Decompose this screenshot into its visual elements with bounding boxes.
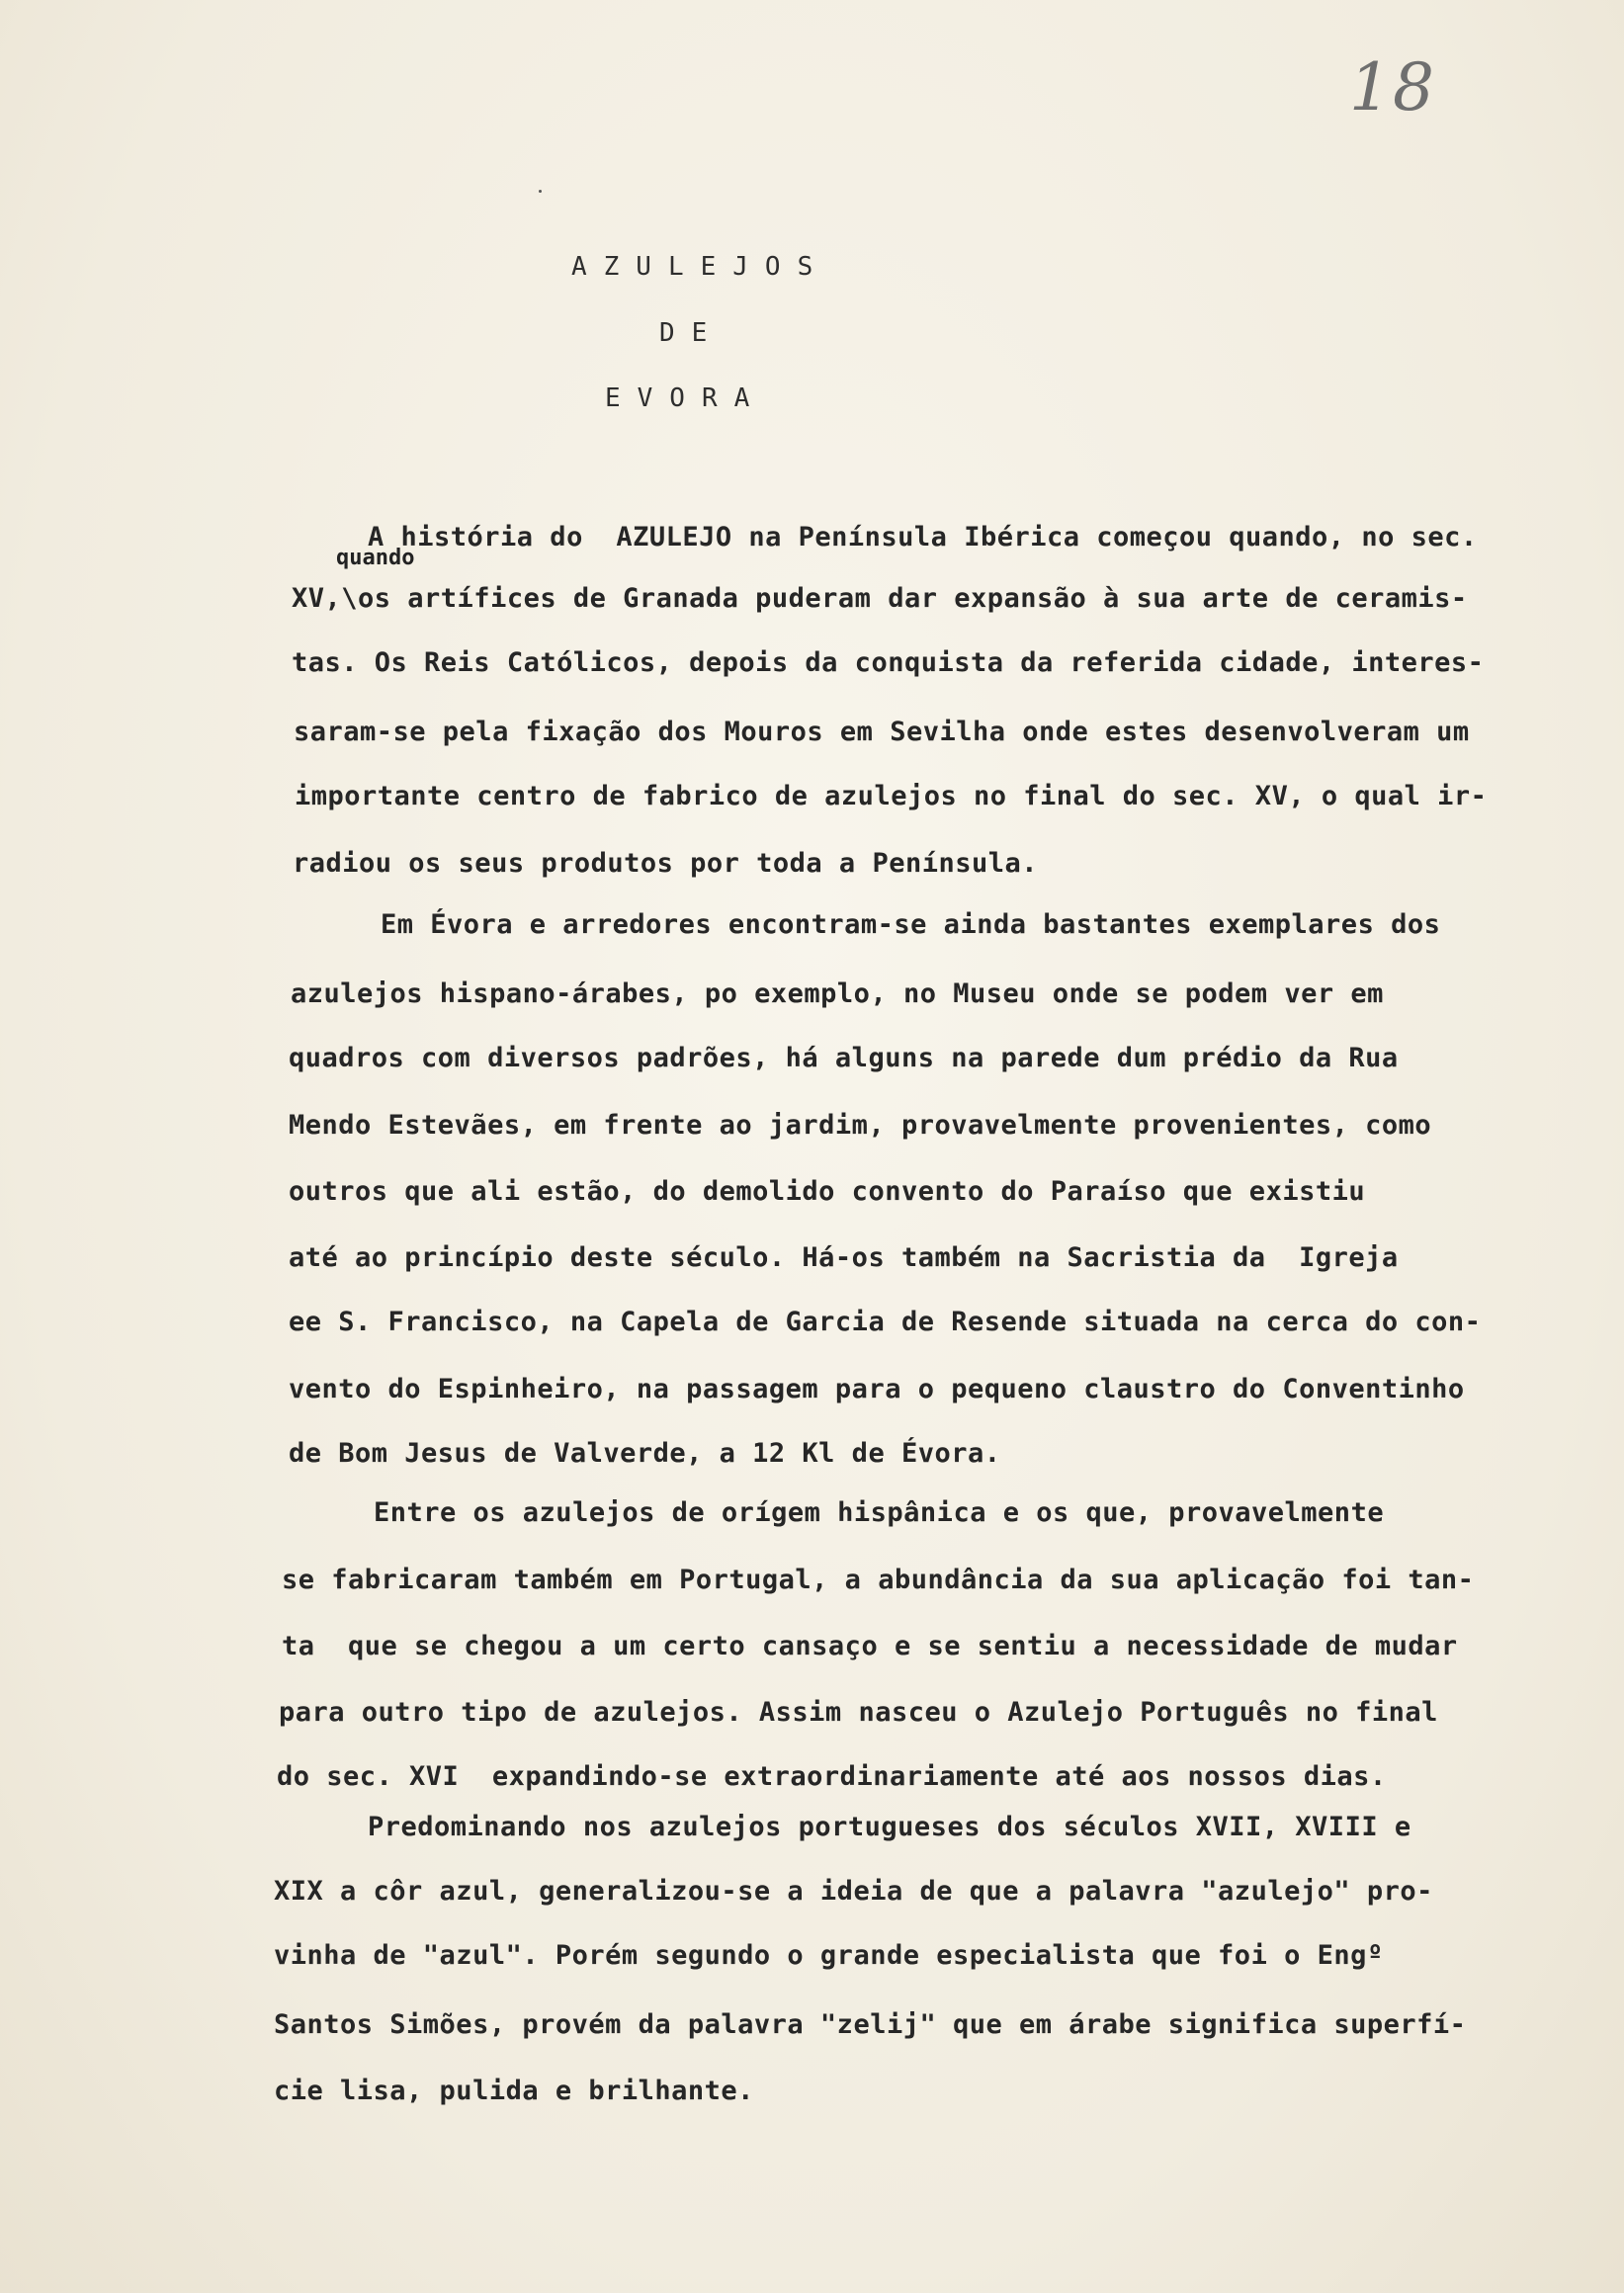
text-line: de Bom Jesus de Valverde, a 12 Kl de Évora. (289, 1438, 1001, 1469)
text-line: Mendo Estevães, em frente ao jardim, provavelmente provenientes, como (289, 1110, 1432, 1141)
text-line: XV,\os artífices de Granada puderam dar expansão à sua arte de ceramis- (292, 583, 1468, 614)
text-line: tas. Os Reis Católicos, depois da conquista da referida cidade, interes- (292, 647, 1485, 678)
text-line: Entre os azulejos de orígem hispânica e os que, provavelmente (374, 1497, 1385, 1528)
text-line: importante centro de fabrico de azulejos no final do sec. XV, o qual ir- (295, 781, 1488, 811)
text-line: azulejos hispano-árabes, po exemplo, no Museu onde se podem ver em (291, 978, 1384, 1009)
title-line-3: EVORA (605, 383, 767, 413)
text-line: ta que se chegou a um certo cansaço e se sentiu a necessidade de mudar (282, 1631, 1458, 1661)
text-line: vento do Espinheiro, na passagem para o pequeno claustro do Conventinho (289, 1374, 1465, 1404)
ink-speck (539, 190, 542, 193)
text-line: Santos Simões, provém da palavra "zelij" que em árabe significa superfí- (274, 2009, 1467, 2040)
text-line: quadros com diversos padrões, há alguns na parede dum prédio da Rua (289, 1043, 1399, 1073)
text-line: ee S. Francisco, na Capela de Garcia de Resende situada na cerca do con- (289, 1307, 1482, 1337)
text-line: A história do AZULEJO na Península Ibérica começou quando, no sec. (368, 522, 1478, 552)
text-line: cie lisa, pulida e brilhante. (274, 2076, 754, 2106)
text-line: saram-se pela fixação dos Mouros em Sevilha onde estes desenvolveram um (294, 717, 1470, 747)
text-line: Predominando nos azulejos portugueses dos séculos XVII, XVIII e (368, 1812, 1411, 1842)
title-line-2: DE (659, 318, 725, 348)
title-line-1: AZULEJOS (571, 252, 830, 282)
text-line: vinha de "azul". Porém segundo o grande especialista que foi o Engº (274, 1940, 1384, 1971)
text-line: do sec. XVI expandindo-se extraordinariamente até aos nossos dias. (277, 1761, 1387, 1792)
text-line: radiou os seus produtos por toda a Península. (293, 848, 1038, 879)
handwritten-page-number: 18 (1349, 49, 1436, 126)
text-line: XIX a côr azul, generalizou-se a ideia de que a palavra "azulejo" pro- (274, 1876, 1433, 1907)
handwritten-insertion: quando (336, 546, 415, 570)
text-line: para outro tipo de azulejos. Assim nasceu o Azulejo Português no final (279, 1697, 1438, 1728)
text-line: até ao princípio deste século. Há-os também na Sacristia da Igreja (289, 1242, 1399, 1273)
text-line: outros que ali estão, do demolido convento do Paraíso que existiu (289, 1176, 1366, 1207)
text-line: se fabricaram também em Portugal, a abundância da sua aplicação foi tan- (282, 1565, 1475, 1595)
text-line: Em Évora e arredores encontram-se ainda bastantes exemplares dos (381, 909, 1441, 940)
